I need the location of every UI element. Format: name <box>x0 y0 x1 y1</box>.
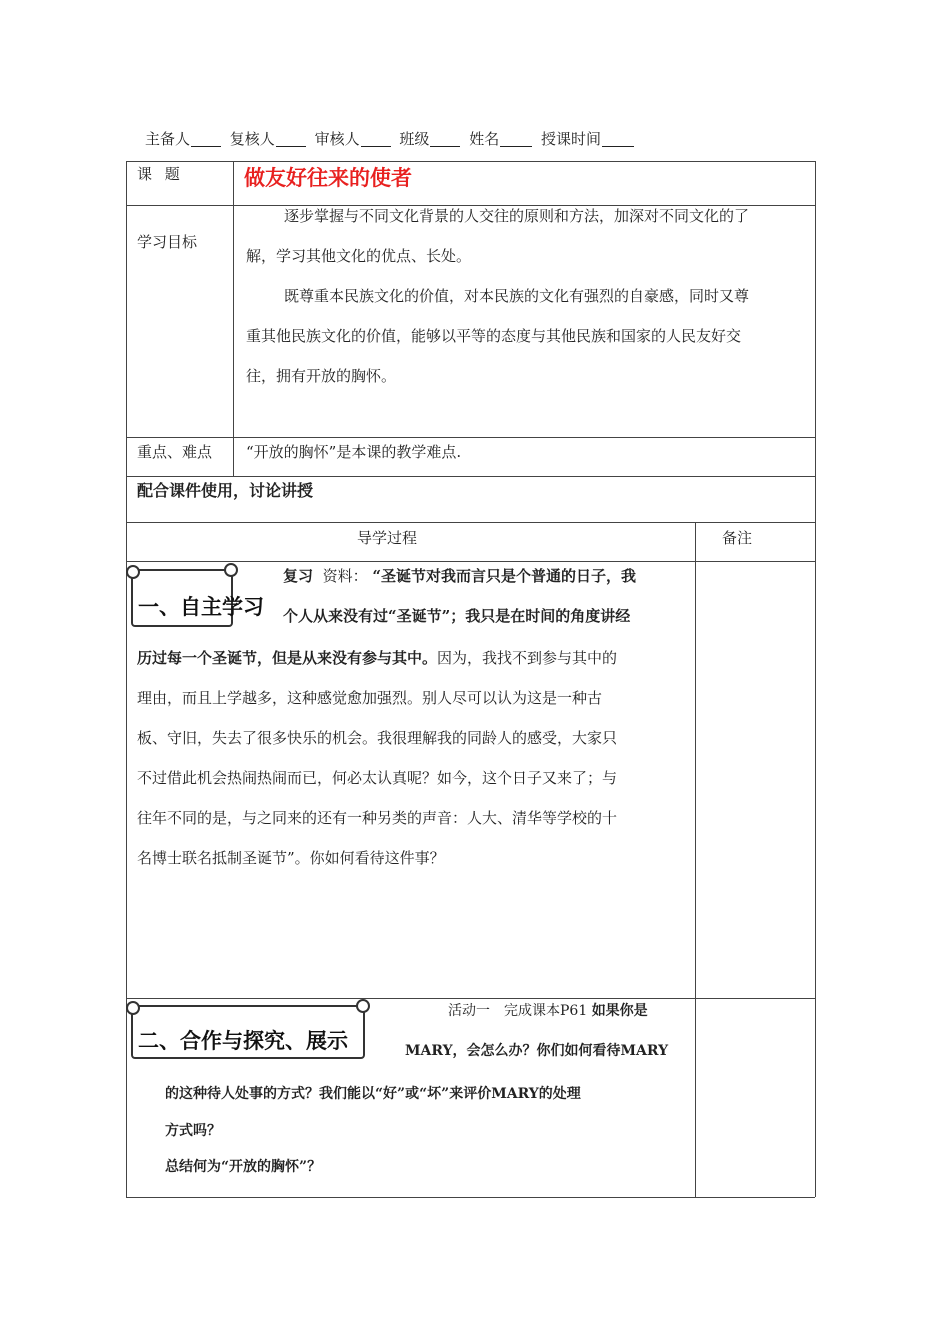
lesson-header <box>145 128 638 149</box>
section2-questions <box>165 1074 693 1187</box>
material-line: 理由，而且上学越多，这种感觉愈加强烈。别人尽可以认为这是一种古 <box>137 689 603 707</box>
table-divider <box>126 476 815 477</box>
teaching-method: 配合课件使用，讨论讲授 <box>137 481 314 500</box>
material-line: 往年不同的是，与之同来的还有一种另类的声音：人大、清华等学校的十 <box>137 809 618 827</box>
review-label: 复习 <box>283 567 314 585</box>
auditor-label: 审核人 <box>314 130 360 148</box>
table-border-top <box>126 161 815 162</box>
guide-process-heading: 导学过程 <box>357 529 418 547</box>
section1-banner <box>131 569 264 627</box>
objectives-text <box>246 196 811 396</box>
material-line: “圣诞节对我而言只是个普通的日子，我 <box>372 567 636 585</box>
section2-intro <box>405 991 695 1071</box>
section1-material <box>137 638 693 878</box>
activity-line: 如果你是 <box>591 1003 648 1019</box>
table-border-right <box>815 161 816 1197</box>
material-label: 资料： <box>322 567 368 585</box>
section2-title: 二、合作与探究、展示 <box>138 1029 348 1053</box>
key-points-text: “开放的胸怀”是本课的教学难点. <box>246 443 462 461</box>
table-column-divider <box>233 161 234 476</box>
activity-line: MARY，会怎么办？你们如何看待MARY <box>405 1043 669 1059</box>
material-line: 个人从来没有过“圣诞节”；我只是在时间的角度讲经 <box>283 607 631 625</box>
material-line: 历过每一个圣诞节，但是从来没有参与其中。 <box>137 649 438 667</box>
objective-line: 逐步掌握与不同文化背景的人交往的原则和方法，加深对不同文化的了 <box>284 207 750 225</box>
activity-line: 的这种待人处事的方式？我们能以“好”或“坏”来评价MARY的处理 <box>165 1086 581 1102</box>
table-column-divider <box>695 522 696 1197</box>
name-label: 姓名 <box>469 130 500 148</box>
auditor-blank <box>361 132 391 147</box>
notes-heading: 备注 <box>722 529 753 547</box>
table-divider <box>126 522 815 523</box>
name-blank <box>500 132 532 147</box>
material-line: 因为，我找不到参与其中的 <box>437 649 618 667</box>
activity-line: 方式吗？ <box>165 1123 221 1139</box>
main-preparer-blank <box>191 132 221 147</box>
scroll-curl-icon <box>356 999 370 1013</box>
lesson-time-label: 授课时间 <box>540 130 601 148</box>
material-line: 不过借此机会热闹热闹而已，何必太认真呢？如今，这个日子又来了；与 <box>137 769 618 787</box>
scroll-curl-icon <box>126 565 140 579</box>
reviewer-blank <box>276 132 306 147</box>
objective-line: 既尊重本民族文化的价值，对本民族的文化有强烈的自豪感，同时又尊 <box>284 287 750 305</box>
reviewer-label: 复核人 <box>229 130 275 148</box>
activity-label: 活动一 完成课本P61 <box>448 1003 588 1019</box>
material-line: 板、守旧，失去了很多快乐的机会。我很理解我的同龄人的感受，大家只 <box>137 729 618 747</box>
class-blank <box>430 132 460 147</box>
section1-intro <box>283 556 693 636</box>
section1-title: 一、自主学习 <box>138 595 264 619</box>
lesson-title: 做友好往来的使者 <box>244 166 412 190</box>
table-divider <box>126 437 815 438</box>
lesson-time-blank <box>602 132 634 147</box>
activity-line: 总结何为“开放的胸怀”？ <box>165 1159 322 1175</box>
objective-line: 往，拥有开放的胸怀。 <box>246 367 397 385</box>
topic-label: 课 题 <box>137 165 184 183</box>
class-label: 班级 <box>399 130 430 148</box>
scroll-curl-icon <box>224 563 238 577</box>
main-preparer-label: 主备人 <box>145 130 191 148</box>
table-border-bottom <box>126 1197 815 1198</box>
objective-line: 解，学习其他文化的优点、长处。 <box>246 247 472 265</box>
scroll-curl-icon <box>126 1001 140 1015</box>
section2-banner <box>131 1005 365 1059</box>
objectives-label: 学习目标 <box>137 233 198 251</box>
objective-line: 重其他民族文化的价值，能够以平等的态度与其他民族和国家的人民友好交 <box>246 327 742 345</box>
key-points-label: 重点、难点 <box>137 443 213 461</box>
material-line: 名博士联名抵制圣诞节”。你如何看待这件事？ <box>137 849 445 867</box>
table-border-left <box>126 161 127 1197</box>
